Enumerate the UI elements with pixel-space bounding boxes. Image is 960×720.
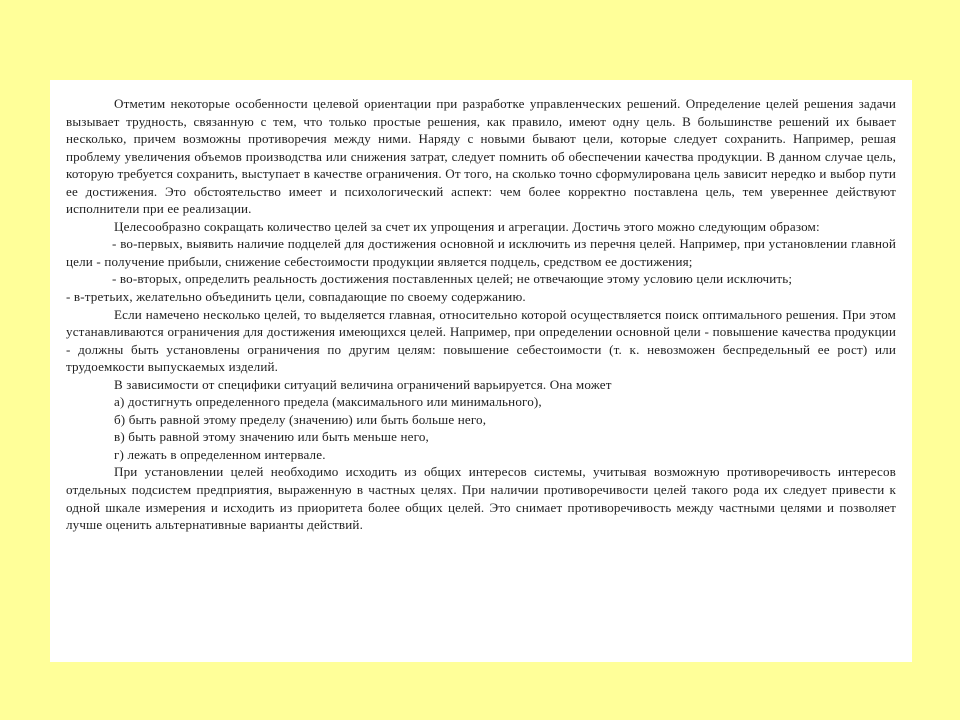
paragraph-conclusion: При установлении целей необходимо исходить из общих интересов системы, учитывая возможную противоречивость интересов отдельных подсистем предприятия, выраженную в частных целях. При наличии противоречивости целей такого рода их следует привести к одной шкале измерения и исходить из приоритета более общих целей. Это снимает противоречивость между частными целями и позволяет лучше оценить альтернативные варианты действий.	[66, 464, 896, 533]
list-item-c: в) быть равной этому значению или быть меньше него,	[114, 429, 429, 445]
list-item-third: - в-третьих, желательно объединить цели, совпадающие по своему содержанию.	[66, 289, 526, 305]
list-item-second: - во-вторых, определить реальность достижения поставленных целей; не отвечающие этому условию цели исключить;	[112, 271, 793, 287]
document-page	[50, 80, 912, 662]
paragraph-constraints: В зависимости от специфики ситуаций величина ограничений варьируется. Она может	[114, 376, 612, 392]
list-item-first: - во-первых, выявить наличие подцелей для достижения основной и исключить из перечня целей. Например, при установлении главной цели - получение прибыли, снижение себестоимости продукции является подцель, средством ее достижения;	[66, 236, 896, 269]
list-item-b: б) быть равной этому пределу (значению) или быть больше него,	[114, 411, 487, 427]
paragraph-main-goal: Если намечено несколько целей, то выделяется главная, относительно которой осуществляется поиск оптимального решения. При этом устанавливаются ограничения для достижения имеющихся целей. Например, при определении основной цели - повышение качества продукции - должны быть установлены ограничения по другим целям: повышение себестоимости (т. к. невозможен беспредельный ее рост) или трудоемкости выпускаемых изделий.	[66, 306, 896, 375]
list-item-d: г) лежать в определенном интервале.	[114, 446, 326, 462]
paragraph-intro: Отметим некоторые особенности целевой ориентации при разработке управленческих решений. Определение целей решения задачи вызывает трудность, связанную с тем, что только простые решения, как правило, имеют одну цель. В большинстве решений их бывает несколько, причем возможны противоречия между ними. Наряду с новыми бывают цели, которые следует сохранить. Например, решая проблему увеличения объемов производства или снижения затрат, следует помнить об обеспечении качества продукции. В данном случае цель, которую требуется сохранить, выступает в качестве ограничения. От того, на сколько точно сформулирована цель зависит нередко и выбор пути ее достижения. Это обстоятельство имеет и психологический аспект: чем более корректно поставлена цель, тем увереннее действуют исполнители при ее реализации.	[66, 96, 896, 217]
list-item-a: а) достигнуть определенного предела (максимального или минимального),	[114, 394, 542, 410]
paragraph-reduce-goals: Целесообразно сокращать количество целей за счет их упрощения и агрегации. Достичь этого можно следующим образом:	[114, 218, 820, 234]
